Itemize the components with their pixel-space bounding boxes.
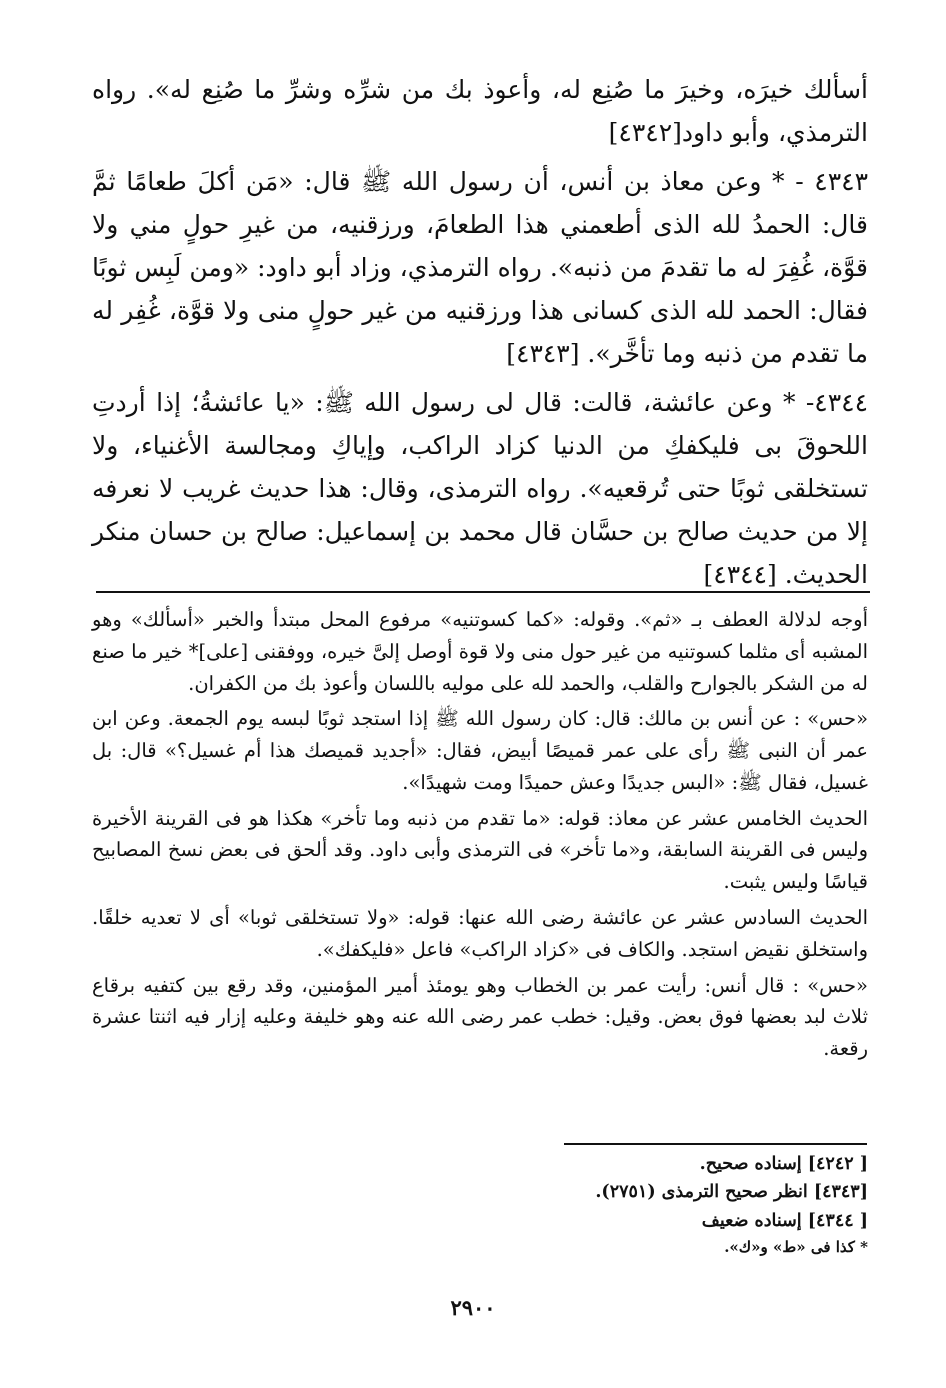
- reference-item: [٤٣٤٣] انظر صحيح الترمذى (٢٧٥١).: [595, 1182, 868, 1203]
- references-list: [488, 1150, 868, 1259]
- commentary-paragraph: «حس» : عن أنس بن مالك: قال: كان رسول الله ﷺ إذا استجد ثوبًا لبسه يوم الجمعة. وعن ابن عمر أن النبى ﷺ رأى على عمر قميصًا أبيض، فقال: «أجديد قميصك هذا أم غسيل؟» قال: بل غسيل، فقال ﷺ: «البس جديدًا وعش حميدًا ومت شهيدًا».: [92, 707, 868, 794]
- commentary-paragraph: «حس» : قال أنس: رأيت عمر بن الخطاب وهو يومئذ أمير المؤمنين، وقد رقع بين كتفيه برقاع ثلاث لبد بعضها فوق بعض. وقيل: خطب عمر رضى الله عنه وهو خليفة وعليه إزار فيه اثنتا عشرة رقعة.: [92, 973, 868, 1061]
- commentary-section: [92, 604, 868, 1069]
- commentary-paragraph: أوجه لدلالة العطف بـ «ثم». وقوله: «كما كسوتنيه» مرفوع المحل مبتدأ والخبر «أسألك» وهو المشبه أى مثلما كسوتنيه من غير حول منى ولا قوة أوصل إلىَّ خيره، ووفقنى [على]* خير ما صنع له من الشكر بالجوارح والقلب، والحمد لله على موليه باللسان وأعوذ بك من الكفران.: [92, 608, 868, 695]
- reference-item: [ ٤٢٤٢] إسناده صحيح.: [699, 1154, 868, 1174]
- references-divider: [564, 1143, 867, 1145]
- hadith-paragraph: ٤٣٤٣ - * وعن معاذ بن أنس، أن رسول الله ﷺ قال: «مَن أكلَ طعامًا ثمَّ قال: الحمدُ لله الذى أطعمني هذا الطعامَ، ورزقنيه، من غيرِ حولٍ مني ولا قوَّة، غُفِرَ له ما تقدمَ من ذنبه». رواه الترمذي، وزاد أبو داود: «ومن لَبِس ثوبًا فقال: الحمد لله الذى كسانى هذا ورزقنيه من غير حولٍ منى ولا قوَّة، غُفِر له ما تقدم من ذنبه وما تأخَّر». [٤٣٤٣]: [91, 167, 868, 368]
- hadith-paragraph: أسألك خيرَه، وخيرَ ما صُنِع له، وأعوذ بك من شرِّه وشرِّ ما صُنِع له». رواه الترمذي، وأبو داود[٤٣٤٢]: [92, 75, 868, 147]
- reference-item: [ ٤٣٤٤] إسناده ضعيف: [701, 1210, 868, 1231]
- hadith-paragraph: ٤٣٤٤- * وعن عائشة، قالت: قال لى رسول الله ﷺ: «يا عائشةُ؛ إذا أردتِ اللحوقَ بى فليكفكِ من الدنيا كزاد الراكب، وإياكِ ومجالسة الأغنياء، ولا تستخلقى ثوبًا حتى تُرقعيه». رواه الترمذى، وقال: هذا حديث غريب لا نعرفه إلا من حديث صالح بن حسَّان قال محمد بن إسماعيل: صالح بن حسان منكر الحديث. [٤٣٤٤]: [92, 388, 868, 589]
- commentary-divider: [96, 591, 870, 593]
- hadith-main-text: [92, 68, 868, 602]
- commentary-paragraph: الحديث السادس عشر عن عائشة رضى الله عنها: قوله: «ولا تستخلقى ثوبا» أى لا تعديه خلقًا. واستخلق نقيض استجد. والكاف فى «كزاد الراكب» فاعل «فليكفك».: [92, 906, 868, 961]
- reference-note: * كذا فى «ط» و«ك».: [724, 1238, 868, 1257]
- commentary-paragraph: الحديث الخامس عشر عن معاذ: قوله: «ما تقدم من ذنبه وما تأخر» هكذا هو فى القرينة الأخيرة وليس فى القرينة السابقة، و«ما تأخر» فى الترمذى وأبى داود. وقد ألحق فى بعض نسخ المصابيح قياسًا وليس يثبت.: [92, 806, 868, 894]
- page-number: ٢٩٠٠: [450, 1295, 496, 1320]
